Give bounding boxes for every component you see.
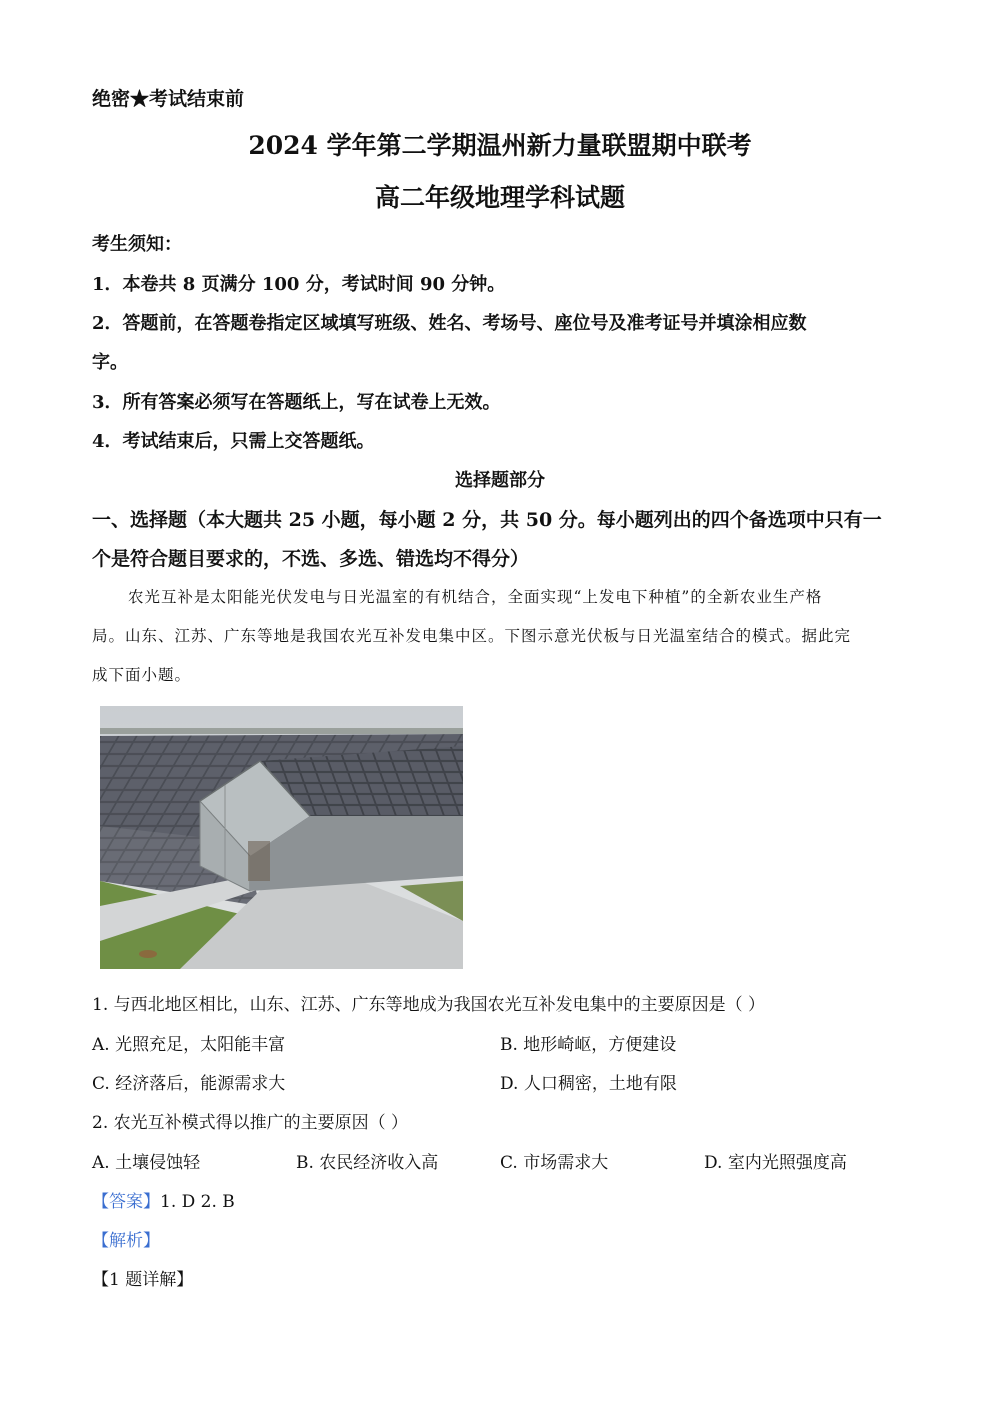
exam-subtitle: 高二年级地理学科试题 [374, 183, 625, 212]
section-title: 选择题部分 [455, 470, 545, 491]
notice-item: 4．考试结束后，只需上交答题纸。 [92, 431, 375, 452]
question-option: D. 室内光照强度高 [704, 1153, 847, 1173]
notice-heading: 考生须知： [92, 234, 182, 255]
notice-item: 3．所有答案必须写在答题纸上，写在试卷上无效。 [92, 392, 501, 413]
part-heading: 一、选择题（本大题共 25 小题，每小题 2 分，共 50 分。每小题列出的四个备选项中只有一 [92, 509, 882, 531]
confidential-mark: 绝密★考试结束前 [92, 88, 245, 110]
question-option: A. 土壤侵蚀轻 [92, 1153, 201, 1173]
answer-values: 1. D 2. B [160, 1192, 235, 1212]
analysis-label: 【解析】 [92, 1231, 160, 1251]
notice-item: 字。 [92, 352, 128, 373]
detail-label: 【1 题详解】 [92, 1270, 194, 1290]
exam-title: 2024 学年第二学期温州新力量联盟期中联考 [248, 131, 752, 160]
question-option: B. 农民经济收入高 [296, 1153, 439, 1173]
passage-text: 局。山东、江苏、广东等地是我国农光互补发电集中区。下图示意光伏板与日光温室结合的模式。据此完 [92, 627, 852, 645]
question-stem: 2. 农光互补模式得以推广的主要原因（ ） [92, 1113, 409, 1133]
question-option: C. 经济落后，能源需求大 [92, 1074, 286, 1094]
question-option: A. 光照充足，太阳能丰富 [92, 1035, 286, 1055]
question-option: B. 地形崎岖，方便建设 [500, 1035, 677, 1055]
passage-text: 成下面小题。 [92, 666, 192, 684]
answer-line [92, 1187, 235, 1212]
passage-text: 农光互补是太阳能光伏发电与日光温室的有机结合，全面实现“上发电下种植”的全新农业生产格 [128, 588, 823, 606]
part-heading: 个是符合题目要求的，不选、多选、错选均不得分） [92, 548, 530, 570]
notice-item: 1．本卷共 8 页满分 100 分，考试时间 90 分钟。 [92, 274, 506, 295]
greenhouse-photo [100, 706, 463, 969]
notice-item: 2．答题前，在答题卷指定区域填写班级、姓名、考场号、座位号及准考证号并填涂相应数 [92, 313, 807, 334]
question-stem: 1. 与西北地区相比，山东、江苏、广东等地成为我国农光互补发电集中的主要原因是（ ） [92, 995, 766, 1015]
question-option: D. 人口稠密，土地有限 [500, 1074, 677, 1094]
question-option: C. 市场需求大 [500, 1153, 609, 1173]
answer-label: 【答案】 [92, 1192, 160, 1212]
